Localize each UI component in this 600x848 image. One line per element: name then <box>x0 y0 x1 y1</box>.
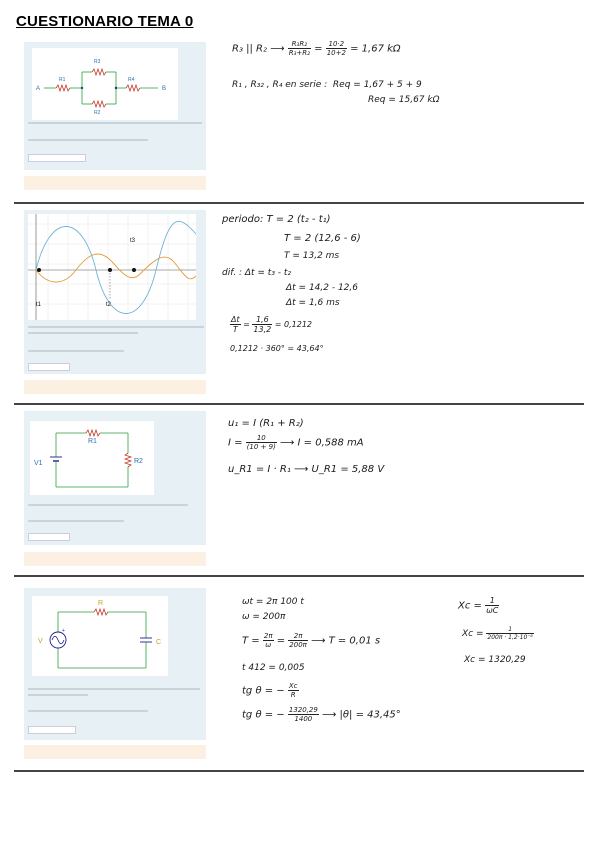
question-text-blurred <box>28 504 188 506</box>
q3-line1: u₁ = I (R₁ + R₂) <box>228 418 304 429</box>
v-label: V <box>38 638 43 645</box>
feedback-box-1 <box>24 176 206 190</box>
question-card-2 <box>24 210 206 374</box>
rc-circuit <box>32 596 168 676</box>
sine-waves-plot <box>28 214 196 320</box>
question-data-blurred <box>28 350 124 352</box>
q4-xc-line3: Xc = 1320,29 <box>464 655 526 665</box>
resistor-r2 <box>125 453 131 467</box>
c-label: C <box>156 639 162 646</box>
question-text-blurred-2 <box>28 332 138 334</box>
divider-3 <box>14 575 584 577</box>
node-a-label: A <box>36 86 41 92</box>
question-text-blurred-2 <box>28 694 88 696</box>
divider-2 <box>14 403 584 405</box>
node-b-label: B <box>162 86 167 92</box>
q2-line3: T = 13,2 ms <box>284 251 340 261</box>
q2-line7: $\frac{\Delta t}{T}$ = $\frac{1,6}{13,2}$ = 0,1212 <box>231 315 313 334</box>
resistor-r2 <box>92 101 106 107</box>
resistor-r3 <box>92 69 106 75</box>
feedback-box-3 <box>24 552 206 566</box>
q2-line2: T = 2 (12,6 - 6) <box>284 233 361 244</box>
question-card-4 <box>24 588 206 740</box>
wave-orange <box>36 254 196 282</box>
resistor-r <box>94 609 108 615</box>
q3-line3: u_R1 = I · R₁ ⟶ U_R1 = 5,88 V <box>228 464 385 475</box>
question-text-blurred <box>28 122 202 124</box>
series-circuit <box>30 421 154 495</box>
q4-xc-line1: Xc = $\frac{1}{\omega C}$ <box>458 596 499 615</box>
question-data-blurred <box>28 710 148 712</box>
q4-line4: t 412 = 0,005 <box>242 663 305 673</box>
q1-line1: R₃ || R₂ ⟶ $\frac{\text{R₃R₂}}{\text{R₃+R₂}}$ = $\frac{10\cdot 2}{10+2}$ = 1,67 kΩ <box>232 40 401 57</box>
question-data-blurred <box>28 520 124 522</box>
series-parallel-circuit <box>32 48 178 120</box>
question-data-blurred <box>28 139 148 141</box>
divider-1 <box>14 202 584 204</box>
q2-line8: 0,1212 · 360° = 43,64° <box>230 344 324 353</box>
question-card-3 <box>24 411 206 545</box>
resistor-r4 <box>126 85 140 91</box>
svg-text:+: + <box>62 628 65 634</box>
answer-input[interactable] <box>28 533 70 541</box>
question-text-blurred <box>28 326 204 328</box>
q2-line1: periodo: T = 2 (t₂ - t₁) <box>222 214 331 225</box>
question-text-blurred <box>28 688 200 690</box>
question-card-1 <box>24 42 206 170</box>
resistor-r1 <box>56 85 70 91</box>
r3-label: R3 <box>94 59 101 65</box>
q4-line6: tg θ = − $\frac{1320,29}{1400}$ ⟶ |θ| = 43,45° <box>242 706 401 723</box>
answer-input[interactable] <box>28 726 76 734</box>
resistor-r1 <box>86 430 100 436</box>
r1-label: R1 <box>88 438 97 445</box>
page-title: CUESTIONARIO TEMA 0 <box>16 13 194 30</box>
q4-line2: ω = 200π <box>242 612 286 622</box>
answer-input[interactable] <box>28 154 86 162</box>
q4-line3: T = $\frac{2\pi}{\omega}$ = $\frac{2\pi}{200\pi}$ ⟶ T = 0,01 s <box>242 632 381 649</box>
q2-line4: dif. : Δt = t₃ - t₂ <box>222 268 292 278</box>
r1-label: R1 <box>59 77 66 83</box>
q3-line2: I = $\frac{10}{(10 + 9)}$ ⟶ I = 0,588 mA <box>228 434 364 451</box>
answer-input[interactable] <box>28 363 70 371</box>
q4-line5: tg θ = − $\frac{Xc}{R}$ <box>242 682 298 699</box>
t1-label: t1 <box>36 302 42 308</box>
v1-label: V1 <box>34 460 43 467</box>
q2-line6: Δt = 1,6 ms <box>286 298 340 308</box>
feedback-box-4 <box>24 745 206 759</box>
wave-blue <box>36 221 196 313</box>
q2-line5: Δt = 14,2 - 12,6 <box>286 283 358 293</box>
q1-line3: Req = 15,67 kΩ <box>368 95 440 105</box>
r-label: R <box>98 600 104 607</box>
q1-line2: R₁ , R₃₂ , R₄ en serie : Req = 1,67 + 5 + 9 <box>232 80 422 90</box>
divider-4 <box>14 770 584 772</box>
r2-label: R2 <box>94 110 101 116</box>
r2-label: R2 <box>134 458 143 465</box>
feedback-box-2 <box>24 380 206 394</box>
t2-label: t2 <box>106 302 112 308</box>
r4-label: R4 <box>128 77 135 83</box>
t3-label: t3 <box>130 238 136 244</box>
q4-line1: ωt = 2π 100 t <box>242 597 304 607</box>
q4-xc-line2: Xc = $\frac{1}{\text{200π · 1,2·10⁻⁶}}$ <box>462 626 533 641</box>
